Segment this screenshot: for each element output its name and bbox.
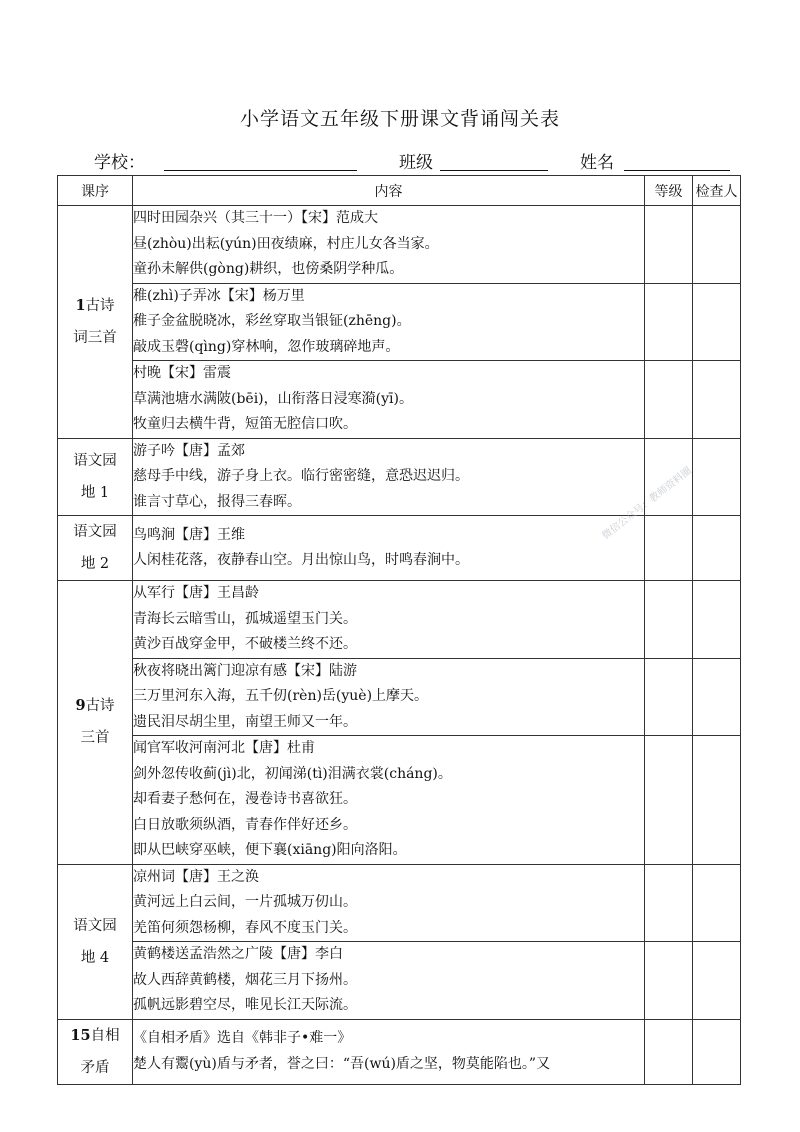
- poem-row: [58, 864, 741, 942]
- lesson-label-line: [58, 722, 132, 754]
- poem-line: 童孙未解供(gòng)耕织，也傍桑阴学种瓜。: [133, 261, 404, 277]
- poem-row: [58, 206, 741, 284]
- header-lesson: 课序: [58, 176, 133, 206]
- poem-line: 昼(zhòu)出耘(yún)田夜绩麻，村庄儿女各当家。: [133, 235, 439, 252]
- poem-content-cell: [133, 206, 645, 284]
- header-row: [58, 176, 741, 206]
- lesson-label-line: [58, 690, 132, 722]
- lesson-label-text: 古诗: [85, 297, 115, 314]
- poem-line: 剑外忽传收蓟(jì)北，初闻涕(tì)泪满衣裳(cháng)。: [133, 765, 452, 782]
- grade-cell[interactable]: [645, 736, 693, 865]
- header-content: 内容: [133, 176, 645, 206]
- document-title: 小学语文五年级下册课文背诵闯关表: [239, 108, 560, 130]
- poem-row: [58, 736, 741, 865]
- poem-title: 游子吟【唐】孟郊: [133, 442, 245, 459]
- checker-cell[interactable]: [693, 864, 741, 942]
- grade-cell[interactable]: [645, 206, 693, 284]
- poem-line: 慈母手中线，游子身上衣。临行密密缝，意恐迟迟归。: [133, 468, 469, 484]
- poem-line: 白日放歌须纵酒，青春作伴好还乡。: [133, 816, 357, 833]
- poem-content-cell: [133, 1019, 645, 1084]
- poem-line: 黄河远上白云间，一片孤城万仞山。: [133, 894, 357, 910]
- lesson-label-line: [58, 548, 132, 580]
- poem-row: [58, 942, 741, 1020]
- poem-row: [58, 516, 741, 581]
- lesson-label-line: [58, 322, 132, 354]
- lesson-cell: [58, 516, 133, 581]
- lesson-number: 1: [75, 296, 86, 314]
- poem-line: 故人西辞黄鹤楼，烟花三月下扬州。: [133, 971, 357, 988]
- poem-line: 草满池塘水满陂(bēi)，山衔落日浸寒漪(yī)。: [133, 390, 413, 407]
- checker-cell[interactable]: [693, 361, 741, 439]
- poem-title: 从军行【唐】王昌龄: [133, 585, 259, 601]
- lesson-label-text: 古诗: [85, 698, 115, 715]
- poem-line: 遗民泪尽胡尘里，南望王师又一年。: [133, 713, 357, 730]
- poem-line: 青海长云暗雪山，孤城遥望玉门关。: [133, 610, 357, 627]
- watermark: 微信公众号：教师资料圈: [600, 465, 694, 542]
- poem-title: 四时田园杂兴（其三十一）【宋】范成大: [133, 210, 378, 226]
- poem-title: 黄鹤楼送孟浩然之广陵【唐】李白: [133, 946, 343, 962]
- poem-row: [58, 658, 741, 736]
- lesson-label-line: [58, 445, 132, 477]
- checker-cell[interactable]: [693, 283, 741, 361]
- lesson-number: 9: [75, 697, 86, 715]
- lesson-label-text: 语文园: [73, 452, 117, 469]
- poem-title: 稚(zhì)子弄冰【宋】杨万里: [133, 287, 305, 304]
- class-label: 班级: [399, 153, 433, 173]
- poem-line: 却看妻子愁何在，漫卷诗书喜欲狂。: [133, 791, 357, 807]
- lesson-cell: [58, 1019, 133, 1084]
- poem-line: 牧童归去横牛背，短笛无腔信口吹。: [133, 416, 357, 432]
- poem-line: 谁言寸草心，报得三春晖。: [133, 493, 301, 510]
- poem-title: 凉州词【唐】王之涣: [133, 868, 259, 885]
- poem-content-cell: [133, 438, 645, 516]
- poem-line: 三万里河东入海，五千仞(rèn)岳(yuè)上摩天。: [133, 688, 429, 704]
- lesson-cell: [58, 581, 133, 865]
- lesson-cell: [58, 206, 133, 439]
- poem-content-cell: [133, 864, 645, 942]
- name-label: 姓名: [580, 153, 614, 173]
- grade-cell[interactable]: [645, 361, 693, 439]
- grade-cell[interactable]: [645, 516, 693, 581]
- lesson-label-text: 词三首: [73, 329, 117, 346]
- checker-cell[interactable]: [693, 1019, 741, 1084]
- grade-cell[interactable]: [645, 658, 693, 736]
- poem-content-cell: [133, 942, 645, 1020]
- checker-cell[interactable]: [693, 736, 741, 865]
- lesson-label-text: 语文园: [73, 917, 117, 934]
- poem-row: [58, 581, 741, 659]
- checker-cell[interactable]: [693, 206, 741, 284]
- poem-row: [58, 283, 741, 361]
- poem-title: 《自相矛盾》选自《韩非子•难一》: [133, 1030, 352, 1046]
- poem-line: 羌笛何须怨杨柳，春风不度玉门关。: [133, 919, 357, 936]
- poem-row: [58, 361, 741, 439]
- lesson-label-line: [58, 1052, 132, 1084]
- student-info-row: [94, 148, 744, 174]
- lesson-cell: [58, 864, 133, 1019]
- lesson-label-text: 三首: [80, 730, 110, 747]
- lesson-label-text: 地 2: [80, 556, 110, 572]
- lesson-label-line: [58, 910, 132, 942]
- lesson-label-line: [58, 477, 132, 509]
- class-field[interactable]: [440, 170, 548, 171]
- lesson-label-text: 语文园: [73, 524, 117, 540]
- lesson-label-text: 自相: [90, 1027, 120, 1044]
- poem-content-cell: [133, 516, 645, 581]
- checker-cell[interactable]: [693, 658, 741, 736]
- lesson-label-line: [58, 942, 132, 974]
- poem-content-cell: [133, 361, 645, 439]
- lesson-label-text: 地 1: [80, 484, 110, 501]
- lesson-number: 15: [70, 1026, 91, 1044]
- poem-title: 村晚【宋】雷震: [133, 365, 231, 381]
- school-field[interactable]: [164, 170, 357, 171]
- poem-line: 敲成玉磬(qìng)穿林响，忽作玻璃碎地声。: [133, 338, 400, 355]
- recitation-table: [57, 175, 741, 1085]
- lesson-label-line: [58, 290, 132, 322]
- poem-line: 楚人有鬻(yù)盾与矛者，誉之曰：“吾(wú)盾之坚，物莫能陷也。”又: [133, 1055, 551, 1072]
- checker-cell[interactable]: [693, 438, 741, 516]
- lesson-label-text: 地 4: [80, 949, 110, 966]
- header-grade: 等级: [645, 176, 693, 206]
- checker-cell[interactable]: [693, 942, 741, 1020]
- lesson-label-text: 矛盾: [80, 1059, 110, 1076]
- lesson-label-line: [58, 516, 132, 548]
- grade-cell[interactable]: [645, 283, 693, 361]
- lesson-label-line: [58, 1020, 132, 1052]
- checker-cell[interactable]: [693, 516, 741, 581]
- poem-line: 人闲桂花落，夜静春山空。月出惊山鸟，时鸣春涧中。: [133, 552, 469, 568]
- poem-line: 稚子金盆脱晓冰，彩丝穿取当银钲(zhēng)。: [133, 313, 411, 329]
- poem-title: 闻官军收河南河北【唐】杜甫: [133, 740, 315, 756]
- lesson-cell: [58, 438, 133, 516]
- poem-content-cell: [133, 736, 645, 865]
- grade-cell[interactable]: [645, 1019, 693, 1084]
- grade-cell[interactable]: [645, 864, 693, 942]
- poem-content-cell: [133, 581, 645, 659]
- grade-cell[interactable]: [645, 581, 693, 659]
- poem-row: [58, 1019, 741, 1084]
- poem-content-cell: [133, 658, 645, 736]
- header-checker: 检查人: [693, 176, 741, 206]
- poem-line: 黄沙百战穿金甲，不破楼兰终不还。: [133, 636, 357, 652]
- poem-content-cell: [133, 283, 645, 361]
- poem-title: 秋夜将晓出篱门迎凉有感【宋】陆游: [133, 662, 357, 679]
- school-label: 学校：: [94, 153, 145, 173]
- grade-cell[interactable]: [645, 942, 693, 1020]
- poem-line: 孤帆远影碧空尽，唯见长江天际流。: [133, 997, 357, 1013]
- poem-line: 即从巴峡穿巫峡，便下襄(xiāng)阳向洛阳。: [133, 842, 407, 858]
- checker-cell[interactable]: [693, 581, 741, 659]
- poem-title: 鸟鸣涧【唐】王维: [133, 526, 245, 543]
- name-field[interactable]: [624, 170, 730, 171]
